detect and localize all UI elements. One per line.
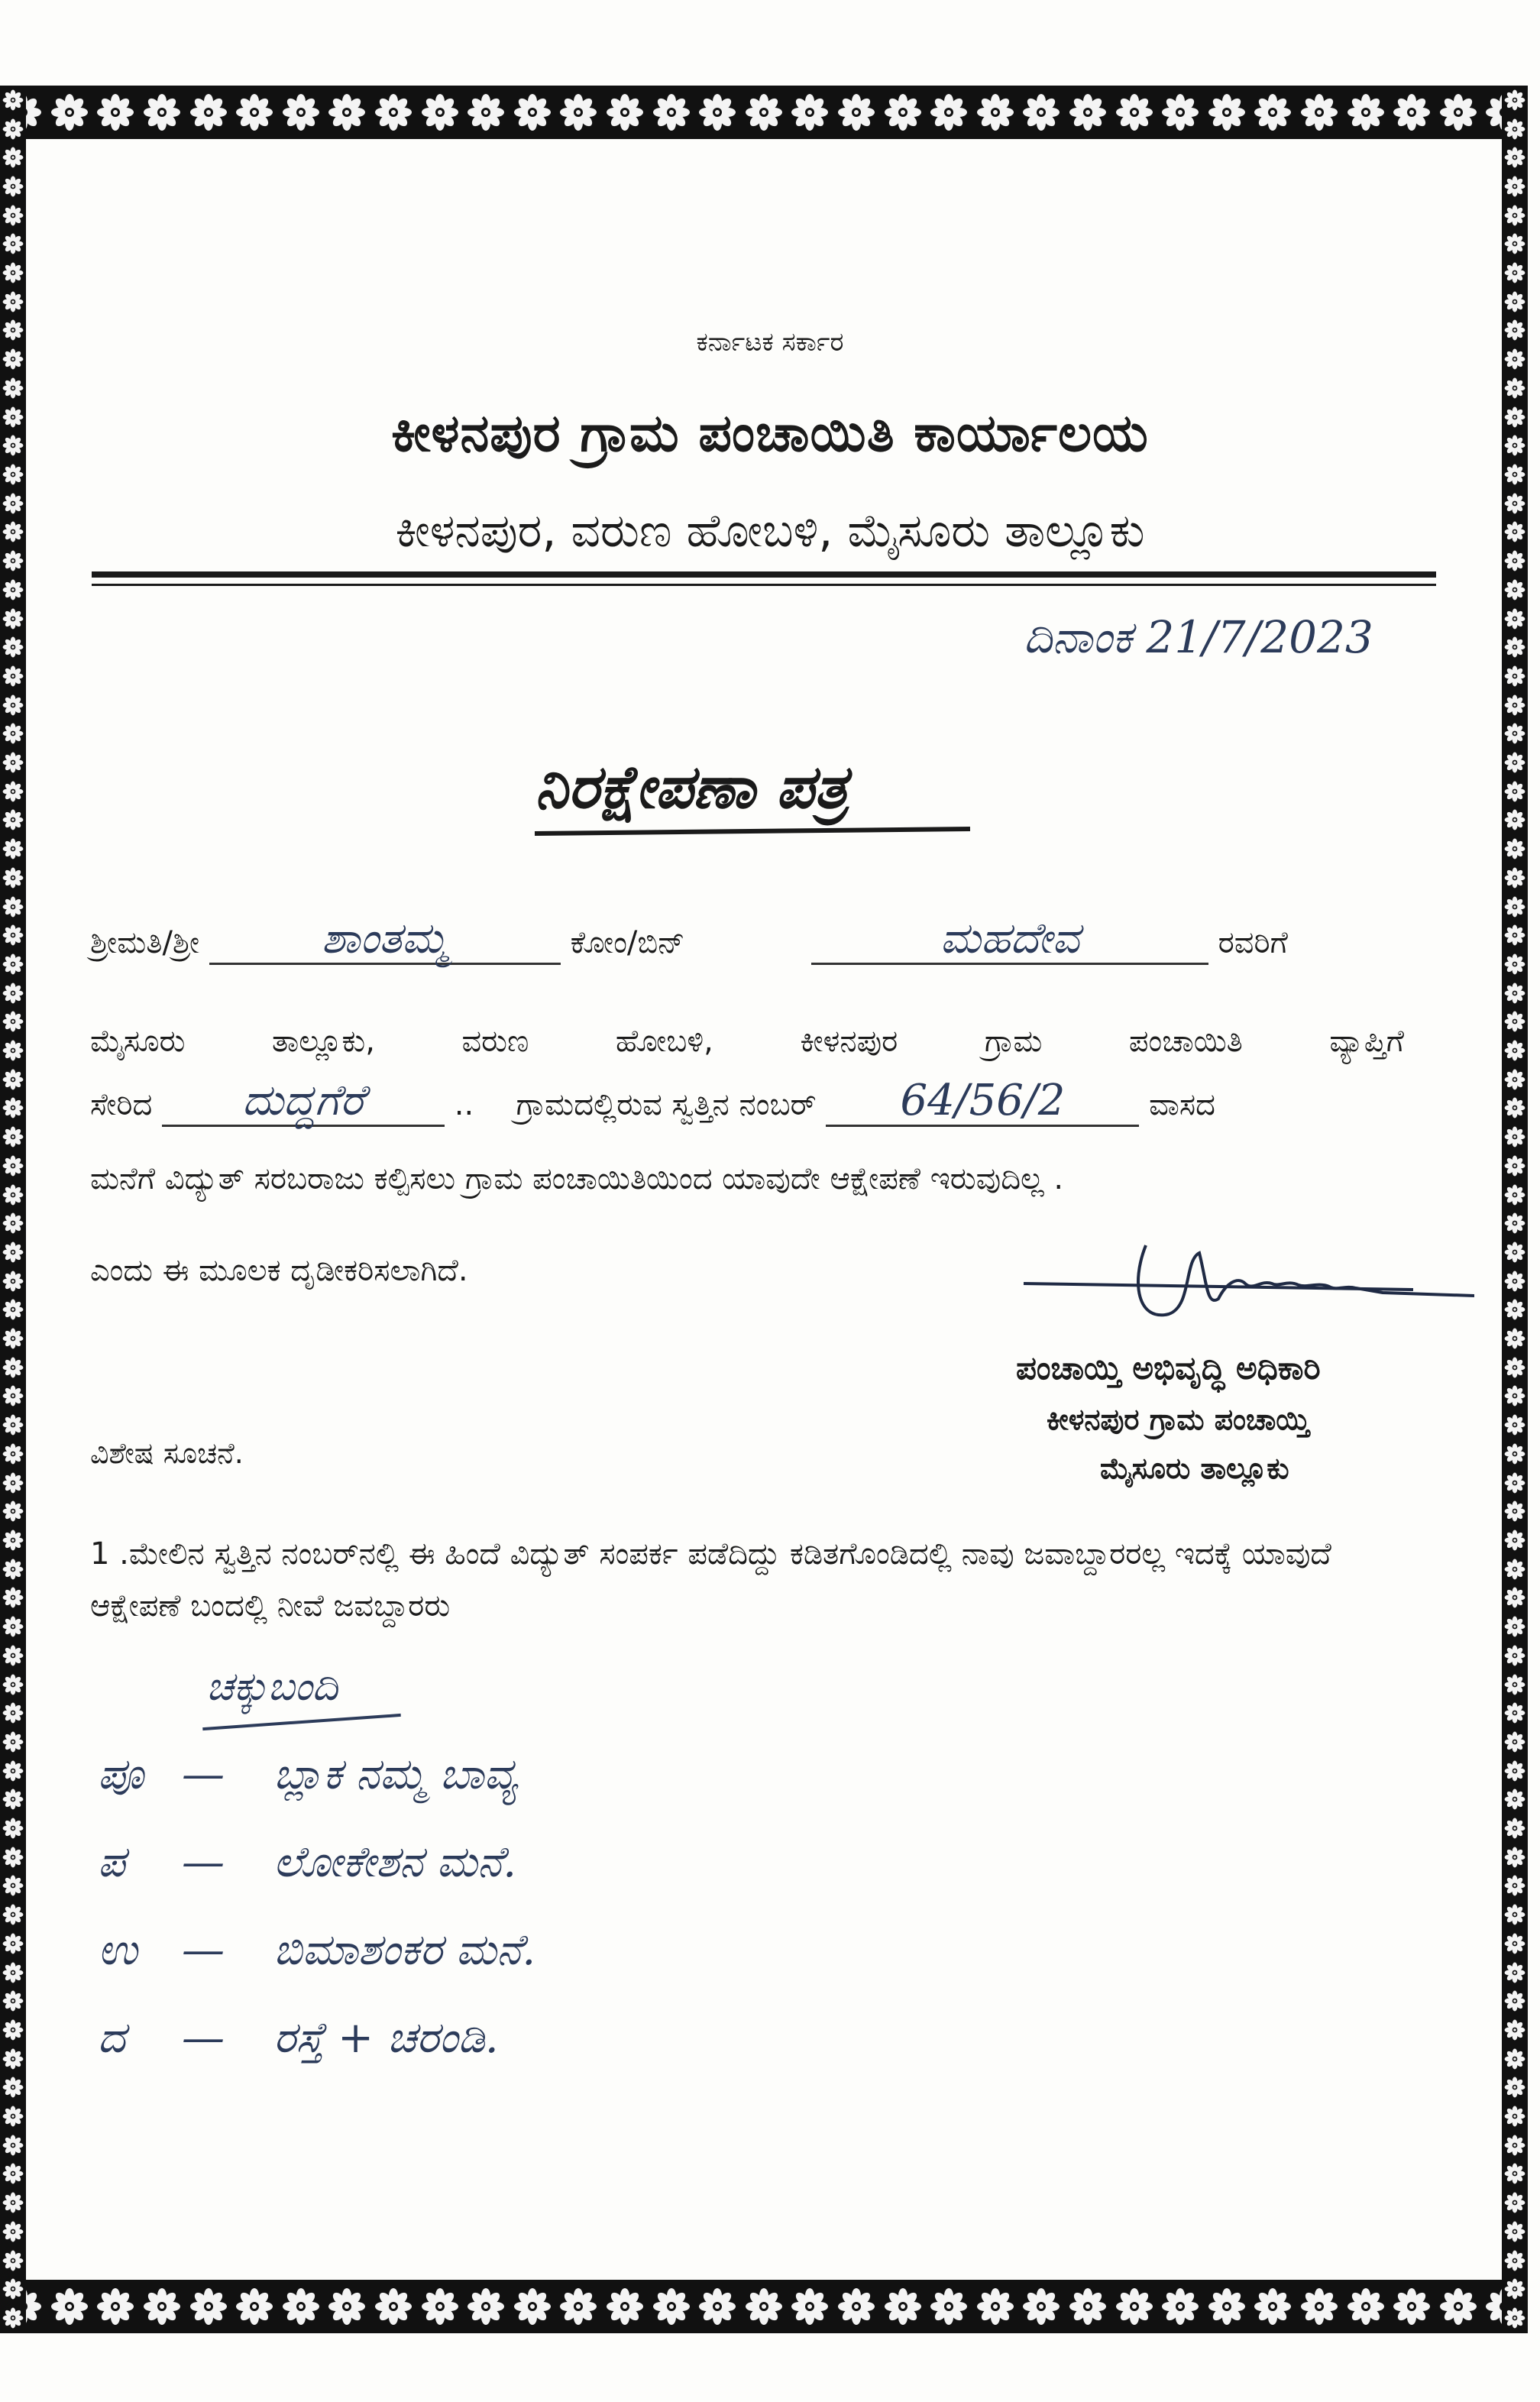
border-flower-ornament — [930, 93, 968, 131]
title-underline — [535, 827, 970, 836]
border-flower-ornament — [606, 93, 644, 131]
border-flower-ornament — [96, 93, 134, 131]
note-item-1: 1 .ಮೇಲಿನ ಸ್ವತ್ತಿನ ನಂಬರ್‌ನಲ್ಲಿ ಈ ಹಿಂದೆ ವಿದ್ಯುತ್ ಸಂಪರ್ಕ ಪಡೆದಿದ್ದು ಕಡಿತಗೊಂಡಿದಲ್ಲಿ ನಾವು ಜವಾಬ್ದಾರರಲ್ಲ ಇದಕ್ಕೆ ಯಾವುದೆ ಆಕ್ಷೇಪಣೆ ಬಂದಲ್ಲಿ ನೀವೆ ಜವಬ್ದಾರರು — [90, 1536, 1331, 1623]
boundaries-heading: ಚಕ್ಕುಬಂದಿ — [206, 1664, 338, 1710]
border-flower-ornament — [1022, 2287, 1060, 2326]
office-address: ಕೀಳನಪುರ, ವರುಣ ಹೋಬಳಿ, ಮೈಸೂರು ತಾಲ್ಲೂಕು — [395, 504, 1145, 558]
border-flower-ornament — [2, 1875, 24, 1896]
border-flower-ornament — [467, 93, 505, 131]
word: ಹೋಬಳಿ, — [615, 1024, 713, 1059]
border-flower-ornament — [2, 1271, 24, 1292]
border-flower-ornament — [1504, 752, 1525, 773]
border-flower-ornament — [1504, 838, 1525, 859]
border-flower-ornament — [189, 93, 228, 131]
government-label: ಕರ್ನಾಟಕ ಸರ್ಕಾರ — [696, 327, 844, 358]
border-flower-ornament — [2, 1760, 24, 1782]
border-flower-ornament — [2, 781, 24, 802]
border-flower-ornament — [1504, 924, 1525, 946]
border-flower-ornament — [652, 93, 691, 131]
word: ತಾಲ್ಲೂಕು, — [271, 1024, 375, 1059]
word: ಕೀಳನಪುರ — [800, 1024, 898, 1059]
border-flower-ornament — [2, 291, 24, 312]
border-flower-ornament — [2, 1731, 24, 1753]
border-flower-ornament — [2, 608, 24, 630]
border-flower-ornament — [1504, 1184, 1525, 1206]
relation-label: ಕೋಂ/ಬಿನ್ — [570, 925, 685, 960]
border-flower-ornament — [2, 665, 24, 687]
signatory-office: ಕೀಳನಪುರ ಗ್ರಾಮ ಪಂಚಾಯ್ತಿ — [1047, 1403, 1310, 1436]
border-flower-ornament — [976, 93, 1014, 131]
boundary-value: ಬಿಮಾಶಂಕರ ಮನೆ. — [273, 1925, 536, 1975]
border-flower-ornament — [2, 233, 24, 254]
border-flower-ornament — [1504, 579, 1525, 600]
border-flower-ornament — [1161, 93, 1199, 131]
border-flower-ornament — [513, 2287, 552, 2326]
border-flower-ornament — [1300, 93, 1338, 131]
border-flower-ornament — [559, 2287, 597, 2326]
border-flower-ornament — [1504, 1097, 1525, 1118]
residence-label: ವಾಸದ — [1149, 1087, 1215, 1122]
border-flower-ornament — [2, 752, 24, 773]
border-flower-ornament — [1504, 1616, 1525, 1637]
applicant-line — [90, 915, 1404, 965]
border-flower-ornament — [1069, 2287, 1107, 2326]
border-flower-ornament — [2, 1990, 24, 2012]
border-flower-ornament — [2, 982, 24, 1004]
border-flower-ornament — [1504, 1530, 1525, 1551]
border-flower-ornament — [2, 1069, 24, 1090]
boundaries-underline — [202, 1714, 401, 1730]
border-flower-ornament — [1504, 1472, 1525, 1494]
border-flower-ornament — [2, 2019, 24, 2041]
applicant-name-field: ಶಾಂತಮ್ಮ — [209, 915, 561, 965]
border-flower-ornament — [2, 1962, 24, 1983]
border-flower-ornament — [2, 1847, 24, 1868]
border-flower-ornament — [1504, 1271, 1525, 1292]
note-heading: ವಿಶೇಷ ಸೂಚನೆ. — [90, 1436, 244, 1470]
border-flower-ornament — [1504, 1040, 1525, 1061]
border-flower-ornament — [2, 118, 24, 140]
border-flower-ornament — [1504, 205, 1525, 226]
border-flower-ornament — [235, 93, 273, 131]
salutation-label: ಶ್ರೀಮತಿ/ಶ್ರೀ — [90, 925, 200, 960]
border-flower-ornament — [2, 1587, 24, 1608]
border-flower-ornament — [421, 2287, 459, 2326]
signatory-designation: ಪಂಚಾಯ್ತಿ ಅಭಿವೃದ್ಧಿ ಅಧಿಕಾರಿ — [1016, 1349, 1321, 1387]
border-flower-ornament — [2, 1904, 24, 1925]
boundary-east — [98, 1750, 517, 1800]
office-title: ಕೀಳನಪುರ ಗ್ರಾಮ ಪಂಚಾಯಿತಿ ಕಾರ್ಯಾಲಯ — [391, 403, 1149, 464]
border-flower-ornament — [1504, 2135, 1525, 2156]
border-flower-ornament — [2, 579, 24, 600]
border-flower-ornament — [1504, 377, 1525, 399]
boundary-south — [98, 2013, 499, 2064]
border-flower-ornament — [1504, 2250, 1525, 2271]
border-flower-ornament — [1504, 1443, 1525, 1465]
to-them-label: ರವರಿಗೆ — [1218, 925, 1288, 960]
border-flower-ornament — [1504, 1990, 1525, 2012]
word: ಮೈಸೂರು — [90, 1024, 186, 1059]
border-flower-ornament — [1504, 1357, 1525, 1378]
border-flower-ornament — [1504, 262, 1525, 283]
border-flower-ornament — [1254, 2287, 1292, 2326]
border-flower-ornament — [2, 1933, 24, 1954]
border-flower-ornament — [513, 93, 552, 131]
border-flower-ornament — [2, 1385, 24, 1407]
border-flower-ornament — [1504, 176, 1525, 197]
border-flower-ornament — [1504, 809, 1525, 830]
border-flower-ornament — [1504, 665, 1525, 687]
border-flower-ornament — [698, 93, 736, 131]
word: ವರುಣ — [461, 1024, 529, 1059]
border-flower-ornament — [1504, 1011, 1525, 1032]
border-flower-ornament — [2, 838, 24, 859]
border-top — [0, 86, 1528, 139]
border-flower-ornament — [2, 1184, 24, 1206]
border-flower-ornament — [2, 1299, 24, 1320]
border-flower-ornament — [189, 2287, 228, 2326]
border-flower-ornament — [1504, 1847, 1525, 1868]
border-flower-ornament — [1504, 781, 1525, 802]
border-flower-ornament — [2, 1530, 24, 1551]
border-flower-ornament — [1504, 2307, 1525, 2329]
border-flower-ornament — [559, 93, 597, 131]
border-flower-ornament — [1504, 1155, 1525, 1177]
boundary-direction: ಉ — [98, 1925, 138, 1975]
boundary-dash: — — [182, 2013, 225, 2063]
border-flower-ornament — [1504, 1904, 1525, 1925]
border-flower-ornament — [1504, 89, 1525, 111]
border-flower-ornament — [2, 2163, 24, 2184]
border-flower-ornament — [1439, 2287, 1477, 2326]
border-flower-ornament — [2, 1357, 24, 1378]
boundary-value: ಬ್ಲಾಕ ನಮ್ಮ ಬಾವ್ಯ — [273, 1750, 518, 1799]
border-flower-ornament — [2, 262, 24, 283]
border-flower-ornament — [837, 2287, 875, 2326]
border-flower-ornament — [1115, 2287, 1153, 2326]
border-flower-ornament — [837, 93, 875, 131]
border-flower-ornament — [2, 867, 24, 889]
border-flower-ornament — [1115, 93, 1153, 131]
border-flower-ornament — [1504, 1212, 1525, 1234]
border-flower-ornament — [1504, 1962, 1525, 1983]
border-flower-ornament — [1393, 2287, 1431, 2326]
border-bottom — [0, 2280, 1528, 2333]
border-flower-ornament — [2, 2307, 24, 2329]
border-flower-ornament — [1504, 1587, 1525, 1608]
signatory-taluk: ಮೈಸೂರು ತಾಲ್ಲೂಕು — [1100, 1452, 1289, 1485]
border-flower-ornament — [1504, 2163, 1525, 2184]
date-line — [1024, 611, 1373, 664]
border-flower-ornament — [2, 1616, 24, 1637]
border-flower-ornament — [652, 2287, 691, 2326]
border-flower-ornament — [2, 464, 24, 485]
word: ಪಂಚಾಯಿತಿ — [1128, 1024, 1243, 1059]
border-flower-ornament — [1504, 896, 1525, 918]
border-flower-ornament — [2, 1702, 24, 1724]
border-flower-ornament — [374, 93, 412, 131]
border-flower-ornament — [421, 93, 459, 131]
border-flower-ornament — [328, 2287, 366, 2326]
border-flower-ornament — [976, 2287, 1014, 2326]
boundary-dash: — — [182, 1837, 225, 1887]
border-flower-ornament — [2, 1500, 24, 1522]
border-flower-ornament — [1069, 93, 1107, 131]
border-flower-ornament — [1504, 2278, 1525, 2300]
word: ಗ್ರಾಮ — [984, 1024, 1043, 1059]
border-flower-ornament — [1208, 2287, 1246, 2326]
border-flower-ornament — [2, 1241, 24, 1263]
border-flower-ornament — [2, 1155, 24, 1177]
border-flower-ornament — [1504, 147, 1525, 168]
border-flower-ornament — [745, 2287, 783, 2326]
border-flower-ornament — [2, 1645, 24, 1666]
border-flower-ornament — [2, 1789, 24, 1810]
border-flower-ornament — [2, 2250, 24, 2271]
border-flower-ornament — [2, 896, 24, 918]
border-flower-ornament — [2, 1818, 24, 1839]
border-flower-ornament — [1504, 1731, 1525, 1753]
border-flower-ornament — [791, 2287, 829, 2326]
border-flower-ornament — [374, 2287, 412, 2326]
border-flower-ornament — [2, 2048, 24, 2070]
border-flower-ornament — [1504, 1328, 1525, 1349]
border-flower-ornament — [1504, 1645, 1525, 1666]
border-flower-ornament — [1504, 982, 1525, 1004]
boundary-dash: — — [182, 1925, 225, 1975]
boundary-direction: ಪ — [98, 1837, 125, 1887]
border-flower-ornament — [1161, 2287, 1199, 2326]
border-flower-ornament — [1504, 464, 1525, 485]
border-flower-ornament — [1504, 1559, 1525, 1580]
border-flower-ornament — [1504, 1674, 1525, 1695]
border-flower-ornament — [1504, 1414, 1525, 1436]
border-flower-ornament — [2, 2192, 24, 2213]
border-flower-ornament — [2, 723, 24, 744]
boundary-direction: ದ — [98, 2013, 126, 2063]
border-flower-ornament — [2, 1559, 24, 1580]
border-flower-ornament — [1022, 93, 1060, 131]
border-flower-ornament — [2, 1040, 24, 1061]
boundary-direction: ಪೂ — [98, 1750, 144, 1799]
border-flower-ornament — [1254, 93, 1292, 131]
border-flower-ornament — [2, 924, 24, 946]
border-flower-ornament — [1504, 1069, 1525, 1090]
border-flower-ornament — [143, 2287, 181, 2326]
border-flower-ornament — [2, 694, 24, 716]
document-title: ನಿರಕ್ಷೇಪಣಾ ಪತ್ರ — [535, 753, 849, 822]
border-flower-ornament — [1504, 2221, 1525, 2242]
border-flower-ornament — [96, 2287, 134, 2326]
border-flower-ornament — [2, 1126, 24, 1148]
border-flower-ornament — [1504, 291, 1525, 312]
border-flower-ornament — [1504, 118, 1525, 140]
border-flower-ornament — [2, 2106, 24, 2127]
header-rule — [92, 571, 1436, 578]
border-flower-ornament — [2, 953, 24, 975]
border-flower-ornament — [1504, 1500, 1525, 1522]
border-flower-ornament — [745, 93, 783, 131]
border-flower-ornament — [2, 176, 24, 197]
property-number-field: 64/56/2 — [826, 1077, 1139, 1127]
border-flower-ornament — [50, 93, 89, 131]
border-flower-ornament — [2, 1097, 24, 1118]
border-flower-ornament — [1504, 2192, 1525, 2213]
word: ವ್ಯಾಪ್ತಿಗೆ — [1329, 1024, 1404, 1059]
border-flower-ornament — [50, 2287, 89, 2326]
border-flower-ornament — [791, 93, 829, 131]
border-flower-ornament — [2, 1674, 24, 1695]
border-flower-ornament — [1504, 636, 1525, 658]
header-rule-thin — [92, 584, 1436, 586]
border-flower-ornament — [930, 2287, 968, 2326]
village-name-field: ದುದ್ದಗೆರೆ — [162, 1077, 445, 1127]
border-flower-ornament — [1347, 2287, 1385, 2326]
border-flower-ornament — [2, 2221, 24, 2242]
border-flower-ornament — [1504, 1875, 1525, 1896]
border-flower-ornament — [1504, 867, 1525, 889]
border-flower-ornament — [2, 1212, 24, 1234]
jurisdiction-line — [90, 1024, 1404, 1059]
boundary-value: ಲೋಕೇಶನ ಮನೆ. — [273, 1837, 517, 1887]
border-flower-ornament — [1347, 93, 1385, 131]
border-flower-ornament — [282, 93, 320, 131]
border-flower-ornament — [1504, 1702, 1525, 1724]
border-flower-ornament — [606, 2287, 644, 2326]
border-flower-ornament — [1504, 953, 1525, 975]
border-flower-ornament — [1504, 2077, 1525, 2098]
boundary-dash: — — [182, 1750, 225, 1799]
border-flower-ornament — [2, 2278, 24, 2300]
date-value: 21/7/2023 — [1146, 611, 1373, 663]
border-flower-ornament — [1504, 723, 1525, 744]
border-flower-ornament — [1504, 1299, 1525, 1320]
property-line — [90, 1077, 1404, 1127]
boundary-north — [98, 1925, 535, 1976]
signature-mark — [1016, 1238, 1474, 1337]
border-flower-ornament — [698, 2287, 736, 2326]
border-flower-ornament — [282, 2287, 320, 2326]
border-flower-ornament — [1504, 2048, 1525, 2070]
border-flower-ornament — [1300, 2287, 1338, 2326]
border-flower-ornament — [2, 809, 24, 830]
border-flower-ornament — [1504, 233, 1525, 254]
village-dots: .. — [454, 1087, 474, 1122]
border-flower-ornament — [2, 205, 24, 226]
border-flower-ornament — [884, 93, 922, 131]
border-flower-ornament — [2, 1328, 24, 1349]
border-flower-ornament — [1504, 1241, 1525, 1263]
border-flower-ornament — [2, 2077, 24, 2098]
border-flower-ornament — [235, 2287, 273, 2326]
relation-name-field: ಮಹದೇವ — [811, 915, 1208, 965]
border-flower-ornament — [1504, 1933, 1525, 1954]
statement-line: ಮನೆಗೆ ವಿದ್ಯುತ್ ಸರಬರಾಜು ಕಲ್ಪಿಸಲು ಗ್ರಾಮ ಪಂಚಾಯಿತಿಯಿಂದ ಯಾವುದೇ ಆಕ್ಷೇಪಣೆ ಇರುವುದಿಲ್ಲ . — [90, 1161, 1064, 1196]
border-flower-ornament — [1504, 2106, 1525, 2127]
in-village-label: ಗ್ರಾಮದಲ್ಲಿರುವ ಸ್ವತ್ತಿನ ನಂಬರ್ — [516, 1087, 817, 1122]
border-flower-ornament — [467, 2287, 505, 2326]
border-flower-ornament — [2, 1011, 24, 1032]
border-flower-ornament — [1208, 93, 1246, 131]
border-flower-ornament — [1504, 2019, 1525, 2041]
border-flower-ornament — [1504, 608, 1525, 630]
boundary-west — [98, 1837, 516, 1888]
certification-line: ಎಂದು ಈ ಮೂಲಕ ದೃಡೀಕರಿಸಲಾಗಿದೆ. — [90, 1253, 468, 1288]
border-flower-ornament — [2, 1414, 24, 1436]
border-flower-ornament — [2, 636, 24, 658]
border-flower-ornament — [2, 1443, 24, 1465]
border-flower-ornament — [1504, 694, 1525, 716]
border-flower-ornament — [328, 93, 366, 131]
border-flower-ornament — [1504, 1760, 1525, 1782]
border-flower-ornament — [1504, 1818, 1525, 1839]
border-flower-ornament — [2, 1472, 24, 1494]
border-flower-ornament — [1504, 1126, 1525, 1148]
boundary-value: ರಸ್ತೆ + ಚರಂಡಿ. — [273, 2013, 499, 2063]
border-flower-ornament — [1439, 93, 1477, 131]
border-flower-ornament — [2, 377, 24, 399]
border-flower-ornament — [2, 2135, 24, 2156]
border-flower-ornament — [1393, 93, 1431, 131]
border-flower-ornament — [1504, 1385, 1525, 1407]
border-flower-ornament — [1504, 1789, 1525, 1810]
border-flower-ornament — [143, 93, 181, 131]
date-label: ದಿನಾಂಕ — [1024, 611, 1132, 663]
border-flower-ornament — [2, 147, 24, 168]
border-flower-ornament — [2, 89, 24, 111]
belonging-label: ಸೇರಿದ — [90, 1087, 153, 1122]
border-flower-ornament — [884, 2287, 922, 2326]
